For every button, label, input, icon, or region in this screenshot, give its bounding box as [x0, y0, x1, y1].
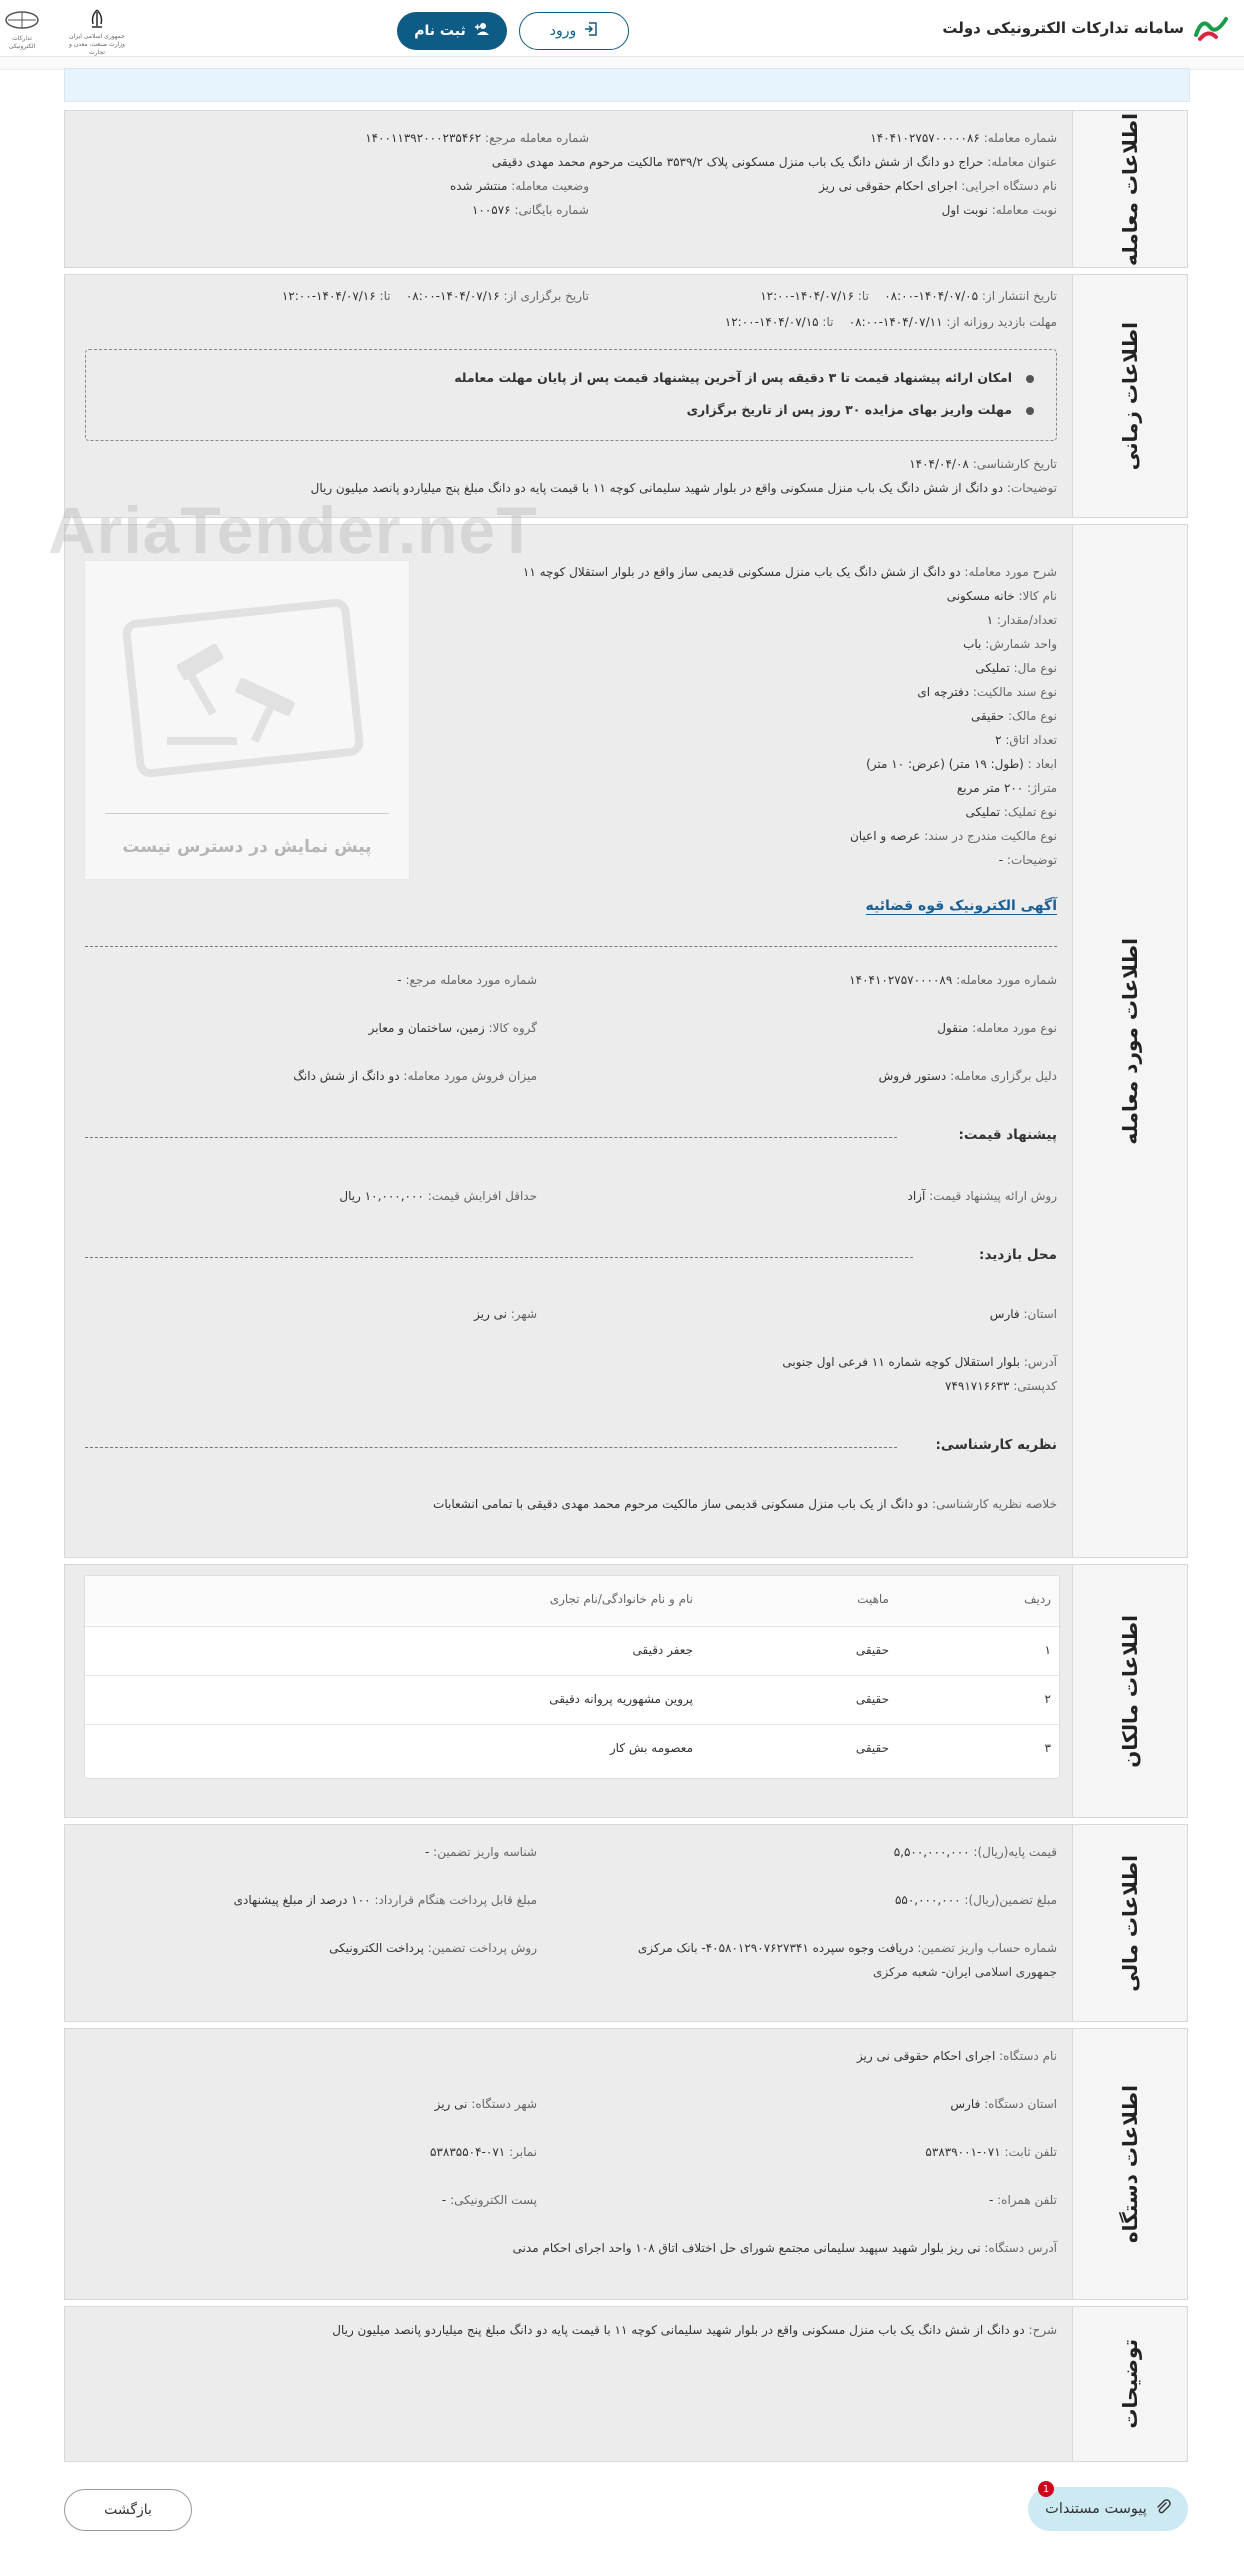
paperclip-icon — [1155, 2499, 1171, 2519]
label: نوع سند مالکیت: — [972, 685, 1057, 699]
preview-divider — [105, 813, 389, 814]
expert-date — [909, 457, 1057, 471]
label: شماره بایگانی: — [514, 203, 589, 217]
item-detail-row — [850, 829, 1057, 843]
label: قیمت پایه(ریال): — [973, 1845, 1057, 1859]
label: شماره معامله مرجع: — [485, 131, 589, 145]
login-button[interactable] — [519, 12, 629, 50]
section-title: اطلاعات مورد معامله — [1118, 937, 1142, 1145]
section-body — [65, 275, 1073, 517]
org-email — [442, 2193, 537, 2207]
column-header: نام و نام خانوادگی/نام تجاری — [549, 1592, 693, 1606]
value: ۵,۵۰۰,۰۰۰,۰۰۰ — [893, 1845, 970, 1859]
item-detail-row — [966, 805, 1058, 819]
section-body — [65, 2307, 1073, 2461]
value: آزاد — [907, 1189, 926, 1203]
visit-date-range — [725, 315, 1057, 329]
notice-box — [85, 349, 1057, 441]
divider — [85, 1137, 897, 1138]
value: اجرای احکام حقوقی نی ریز — [819, 179, 958, 193]
label: حداقل افزایش قیمت: — [427, 1189, 537, 1203]
item-detail-row — [947, 589, 1057, 603]
section-body — [65, 2029, 1073, 2299]
table-row — [85, 1675, 1059, 1724]
section-deal-info — [64, 110, 1188, 268]
section-org-info — [64, 2028, 1188, 2300]
table-cell: ۱ — [1044, 1643, 1051, 1657]
visit-address — [782, 1355, 1057, 1369]
label: تعداد اتاق: — [1005, 733, 1057, 747]
label: کدپستی: — [1013, 1379, 1057, 1393]
label: تعداد/مقدار: — [996, 613, 1057, 627]
table-header — [85, 1576, 1059, 1624]
value: تملیکی — [975, 661, 1010, 675]
value: - — [441, 2193, 447, 2207]
section-title: اطلاعات مالی — [1118, 1854, 1142, 1992]
value: دو دانگ از شش دانگ یک باب منزل مسکونی قدیمی ساز واقع در بلوار استقلال کوچه ۱۱ — [522, 565, 961, 579]
price-heading: پیشنهاد قیمت: — [952, 1127, 1057, 1143]
postal-code — [945, 1379, 1057, 1393]
value: ۱۴۰۴۱۰۲۷۵۷۰۰۰۰۸۹ — [849, 973, 953, 987]
label: میزان فروش مورد معامله: — [403, 1069, 537, 1083]
section-finance-info — [64, 1824, 1188, 2022]
deal-number — [870, 131, 1057, 145]
label: شرح: — [1028, 2323, 1057, 2337]
section-title: اطلاعات معامله — [1118, 112, 1142, 266]
value: ۵۵۰,۰۰۰,۰۰۰ — [894, 1893, 961, 1907]
item-detail-row — [971, 709, 1057, 723]
value: دستور فروش — [878, 1069, 947, 1083]
value: نی ریز بلوار شهید سپهبد سلیمانی مجتمع شورای حل اختلاف اتاق ۱۰۸ واحد اجرای احکام مدنی — [512, 2241, 981, 2255]
label: وضعیت معامله: — [511, 179, 589, 193]
item-number — [849, 973, 1057, 987]
value: حقیقی — [970, 709, 1005, 723]
value: پرداخت الکترونیکی — [329, 1941, 424, 1955]
label: استان دستگاه: — [984, 2097, 1057, 2111]
item-detail-row — [866, 757, 1057, 771]
globe-icon — [4, 8, 40, 32]
emblem-icon — [87, 8, 107, 30]
item-detail-row — [963, 637, 1057, 651]
label: نوع مالک: — [1007, 709, 1057, 723]
value: دریافت وجوه سپرده ۴۰۵۸۰۱۲۹۰۷۶۲۷۳۴۱- بانک مرکزی — [637, 1941, 914, 1955]
site-title: سامانه تدارکات الکترونیکی دولت — [942, 19, 1184, 37]
label: متراژ: — [1027, 781, 1057, 795]
item-type — [937, 1021, 1057, 1035]
value: ۱۰۰۵۷۶ — [471, 203, 511, 217]
label: تلفن همراه: — [997, 2193, 1057, 2207]
label: تاریخ کارشناسی: — [972, 457, 1057, 471]
label: آدرس: — [1023, 1355, 1057, 1369]
org-address — [513, 2241, 1057, 2255]
label: نام دستگاه: — [999, 2049, 1057, 2063]
login-label: ورود — [549, 23, 577, 39]
reference-number — [365, 131, 589, 145]
base-price — [894, 1845, 1057, 1859]
org-province — [950, 2097, 1057, 2111]
table-cell: حقیقی — [855, 1692, 889, 1706]
info-bar — [64, 68, 1190, 102]
column-header: ماهیت — [857, 1592, 889, 1606]
item-detail-row — [995, 733, 1057, 747]
label: شماره حساب واریز تضمین: — [917, 1941, 1057, 1955]
label: توضیحات: — [1006, 853, 1057, 867]
value: ۲ — [995, 733, 1002, 747]
visit-province — [990, 1307, 1057, 1321]
expert-heading: نظریه کارشناسی: — [930, 1437, 1057, 1453]
section-side — [1072, 111, 1187, 267]
value: ۱۴۰۴/۰۴/۰۸ — [909, 457, 969, 471]
value: ۱۴۰۴/۰۷/۱۶-۱۲:۰۰ — [760, 289, 855, 303]
table-row — [85, 1626, 1059, 1675]
value: - — [988, 2193, 994, 2207]
item-reference — [397, 973, 537, 987]
value: نوبت اول — [941, 203, 988, 217]
value: منتشر شده — [449, 179, 508, 193]
watermark: AriaTender.neT — [48, 493, 538, 567]
table-row — [85, 1724, 1059, 1773]
site-brand[interactable] — [942, 13, 1230, 43]
value: تملیکی — [965, 805, 1000, 819]
notice-text: امکان ارائه پیشنهاد قیمت تا ۳ دقیقه پس از آخرین پیشنهاد قیمت پس از پایان مهلت معامله — [454, 370, 1012, 385]
guarantee-account — [638, 1941, 1057, 1955]
label: روش پرداخت تضمین: — [427, 1941, 537, 1955]
label: ابعاد : — [1027, 757, 1057, 771]
notes-description — [332, 2323, 1057, 2337]
register-button[interactable] — [397, 12, 507, 50]
item-detail-row — [999, 853, 1057, 867]
label: مهلت بازدید روزانه از: — [946, 315, 1057, 329]
value: ۱۴۰۴/۰۷/۱۱-۰۸:۰۰ — [848, 315, 943, 329]
e-procurement-label: تدارکات الکترونیکی — [8, 35, 36, 50]
label: نام کالا: — [1018, 589, 1057, 603]
payable-amount — [234, 1893, 537, 1907]
login-icon — [584, 22, 598, 40]
label: نوبت معامله: — [991, 203, 1057, 217]
label: شهر دستگاه: — [471, 2097, 537, 2111]
label: نوع تملیک: — [1003, 805, 1057, 819]
label: تلفن ثابت: — [1004, 2145, 1057, 2159]
value: ۱۴۰۴۱۰۲۷۵۷۰۰۰۰۰۸۶ — [870, 131, 980, 145]
value: ۱۴۰۴/۰۷/۰۵-۰۸:۰۰ — [884, 289, 979, 303]
deposit-id — [425, 1845, 537, 1859]
org-phone — [925, 2145, 1057, 2159]
value: زمین، ساختمان و معابر — [368, 1021, 485, 1035]
label: پست الکترونیکی: — [450, 2193, 537, 2207]
section-side — [1072, 2307, 1187, 2461]
org-name — [857, 2049, 1057, 2063]
label: نوع مورد معامله: — [972, 1021, 1057, 1035]
label: گروه کالا: — [488, 1021, 537, 1035]
label: استان: — [1023, 1307, 1057, 1321]
item-detail-row — [917, 685, 1057, 699]
section-side — [1072, 1565, 1187, 1817]
label: نام دستگاه اجرایی: — [961, 179, 1057, 193]
value: ۱۴۰۴/۰۷/۱۵-۱۲:۰۰ — [724, 315, 819, 329]
setad-logo-icon — [1192, 13, 1230, 43]
hold-date-range — [282, 289, 589, 303]
label: خلاصه نظریه کارشناسی: — [931, 1497, 1057, 1511]
visit-city — [474, 1307, 537, 1321]
visit-place-heading: محل بازدید: — [973, 1247, 1057, 1263]
attachments-count-badge: 1 — [1038, 2481, 1054, 2497]
value: فارس — [989, 1307, 1020, 1321]
bid-method — [908, 1189, 1058, 1203]
hold-reason — [879, 1069, 1057, 1083]
guarantee-amount — [895, 1893, 1057, 1907]
section-side — [1072, 2029, 1187, 2299]
section-title: اطلاعات مالکان — [1118, 1614, 1142, 1768]
section-side — [1072, 275, 1187, 517]
value: ۱۴۰۴/۰۷/۱۶-۰۸:۰۰ — [405, 289, 500, 303]
sale-amount — [293, 1069, 537, 1083]
publish-date-range — [760, 289, 1057, 303]
label: دلیل برگزاری معامله: — [950, 1069, 1057, 1083]
value: - — [998, 853, 1004, 867]
value: دفترچه ای — [917, 685, 970, 699]
value: دو دانگ از شش دانگ — [293, 1069, 400, 1083]
label: شماره معامله: — [983, 131, 1057, 145]
table-cell: پروین مشهوریه پروانه دقیقی — [549, 1692, 693, 1706]
section-title: اطلاعات زمانی — [1118, 321, 1142, 471]
register-label: ثبت نام — [414, 23, 466, 39]
label: تاریخ برگزاری از: — [503, 289, 589, 303]
section-time-info — [64, 274, 1188, 518]
value: فارس — [950, 2097, 981, 2111]
org-fax — [430, 2145, 537, 2159]
deal-turn — [942, 203, 1057, 217]
ministry-logo — [62, 8, 132, 56]
owners-table — [84, 1575, 1060, 1779]
table-cell: معصومه بش کار — [609, 1741, 693, 1755]
table-cell: ۳ — [1044, 1741, 1051, 1755]
deal-status — [450, 179, 589, 193]
value: عرصه و اعیان — [849, 829, 921, 843]
label: توضیحات: — [1006, 481, 1057, 495]
value: منقول — [937, 1021, 969, 1035]
label: شهر: — [510, 1307, 537, 1321]
bullet-icon — [1026, 375, 1034, 383]
value: ۷۴۹۱۷۱۶۶۳۳ — [944, 1379, 1010, 1393]
add-user-icon — [474, 22, 490, 40]
value: نی ریز — [474, 1307, 507, 1321]
guarantee-account-bank: جمهوری اسلامی ایران- شعبه مرکزی — [873, 1965, 1057, 1979]
attachments-button[interactable] — [1028, 2483, 1188, 2531]
label: عنوان معامله: — [987, 155, 1057, 169]
section-body — [65, 1825, 1073, 2021]
value: (طول: ۱۹ متر) (عرض: ۱۰ متر) — [866, 757, 1024, 771]
value: خانه مسکونی — [946, 589, 1015, 603]
bullet-icon — [1026, 407, 1034, 415]
section-notes — [64, 2306, 1188, 2462]
guarantee-pay-method — [329, 1941, 537, 1955]
item-detail-row — [957, 781, 1057, 795]
section-title: توضیحات — [1118, 2339, 1142, 2429]
label: آدرس دستگاه: — [984, 2241, 1057, 2255]
value: دو دانگ از یک باب منزل مسکونی قدیمی ساز مالکیت مرحوم محمد مهدی دقیقی با تمامی انشعابات — [433, 1497, 929, 1511]
value: ۰۷۱-۵۳۸۳۹۰۰۱ — [925, 2145, 1001, 2159]
item-detail-row — [987, 613, 1057, 627]
divider — [85, 1447, 897, 1448]
min-increase — [339, 1189, 537, 1203]
section-side — [1072, 1825, 1187, 2021]
label: شرح مورد معامله: — [964, 565, 1057, 579]
label: شماره مورد معامله مرجع: — [405, 973, 537, 987]
value: اجرای احکام حقوقی نی ریز — [856, 2049, 996, 2063]
value: ۱۰۰ درصد از مبلغ پیشنهادی — [233, 1893, 371, 1907]
value: دو دانگ از شش دانگ یک باب منزل مسکونی واقع در بلوار شهید سلیمانی کوچه ۱۱ با قیمت پایه دو دانگ مبلغ پنج میلیاردو پانصد میلیون ریال — [310, 481, 1004, 495]
column-header: ردیف — [1024, 1592, 1051, 1606]
label: نمابر: — [509, 2145, 537, 2159]
label: روش ارائه پیشنهاد قیمت: — [929, 1189, 1057, 1203]
value: حراج دو دانگ از شش دانگ یک باب منزل مسکونی پلاک ۳۵۳۹/۲ مالکیت مرحوم محمد مهدی دقیقی — [491, 155, 984, 169]
ministry-line2: وزارت صنعت، معدن و تجارت — [69, 41, 125, 56]
preview-unavailable-text: پیش نمایش در دسترس نیست — [122, 837, 372, 857]
table-cell: ۲ — [1044, 1692, 1051, 1706]
label: تا: — [379, 289, 391, 303]
label: مبلغ تضمین(ریال): — [964, 1893, 1057, 1907]
value: بلوار استقلال کوچه شماره ۱۱ فرعی اول جنوبی — [782, 1355, 1020, 1369]
notice-text: مهلت واریز بهای مزایده ۳۰ روز پس از تاریخ برگزاری — [686, 402, 1012, 417]
label: تا: — [857, 289, 869, 303]
label: مبلغ قابل پرداخت هنگام قرارداد: — [374, 1893, 537, 1907]
attachments-label: پیوست مستندات — [1045, 2501, 1147, 2517]
label: نوع مالکیت مندرج در سند: — [924, 829, 1057, 843]
table-cell: حقیقی — [855, 1643, 889, 1657]
label: تاریخ انتشار از: — [981, 289, 1057, 303]
section-title: اطلاعات دستگاه — [1118, 2084, 1142, 2244]
divider — [85, 1257, 913, 1258]
divider — [85, 946, 1057, 947]
value: ۰۷۱-۵۳۸۳۵۵۰۴ — [429, 2145, 506, 2159]
label: تا: — [822, 315, 834, 329]
value: - — [397, 973, 402, 987]
table-cell: جعفر دقیقی — [632, 1643, 693, 1657]
label: نوع مال: — [1013, 661, 1057, 675]
label: واحد شمارش: — [985, 637, 1057, 651]
executive-org — [819, 179, 1057, 193]
org-mobile — [989, 2193, 1057, 2207]
notice-item — [454, 370, 1034, 385]
value: باب — [963, 637, 982, 651]
value: دو دانگ از شش دانگ یک باب منزل مسکونی واقع در بلوار شهید سلیمانی کوچه ۱۱ با قیمت پایه دو دانگ مبلغ پنج میلیاردو پانصد میلیون ریال — [332, 2323, 1025, 2337]
judiciary-ad-link[interactable]: آگهی الکترونیک قوه قضائیه — [865, 898, 1057, 914]
value: ۱۰,۰۰۰,۰۰۰ ریال — [339, 1189, 424, 1203]
deal-subject — [492, 155, 1057, 169]
e-procurement-logo — [0, 8, 44, 52]
archive-number — [472, 203, 589, 217]
back-button[interactable]: بازگشت — [64, 2489, 192, 2531]
value: ۲۰۰ متر مربع — [956, 781, 1024, 795]
item-detail-row — [975, 661, 1057, 675]
item-group — [369, 1021, 537, 1035]
top-header — [0, 0, 1244, 57]
value: ۱ — [986, 613, 994, 627]
expert-summary — [433, 1497, 1057, 1511]
table-cell: حقیقی — [855, 1741, 889, 1755]
label: شماره مورد معامله: — [956, 973, 1057, 987]
notice-item — [687, 402, 1034, 417]
label: شناسه واریز تضمین: — [433, 1845, 537, 1859]
org-city — [435, 2097, 537, 2111]
image-preview — [84, 560, 410, 880]
value: ۱۴۰۰۱۱۳۹۲۰۰۰۲۳۵۴۶۲ — [365, 131, 482, 145]
value: ۱۴۰۴/۰۷/۱۶-۱۲:۰۰ — [281, 289, 376, 303]
value: نی ریز — [434, 2097, 468, 2111]
ministry-line1: جمهوری اسلامی ایران — [69, 33, 125, 40]
item-detail-row — [523, 565, 1057, 579]
section-body — [65, 111, 1073, 267]
gavel-placeholder-icon — [85, 561, 409, 811]
value: - — [425, 1845, 430, 1859]
section-side — [1072, 525, 1187, 1557]
